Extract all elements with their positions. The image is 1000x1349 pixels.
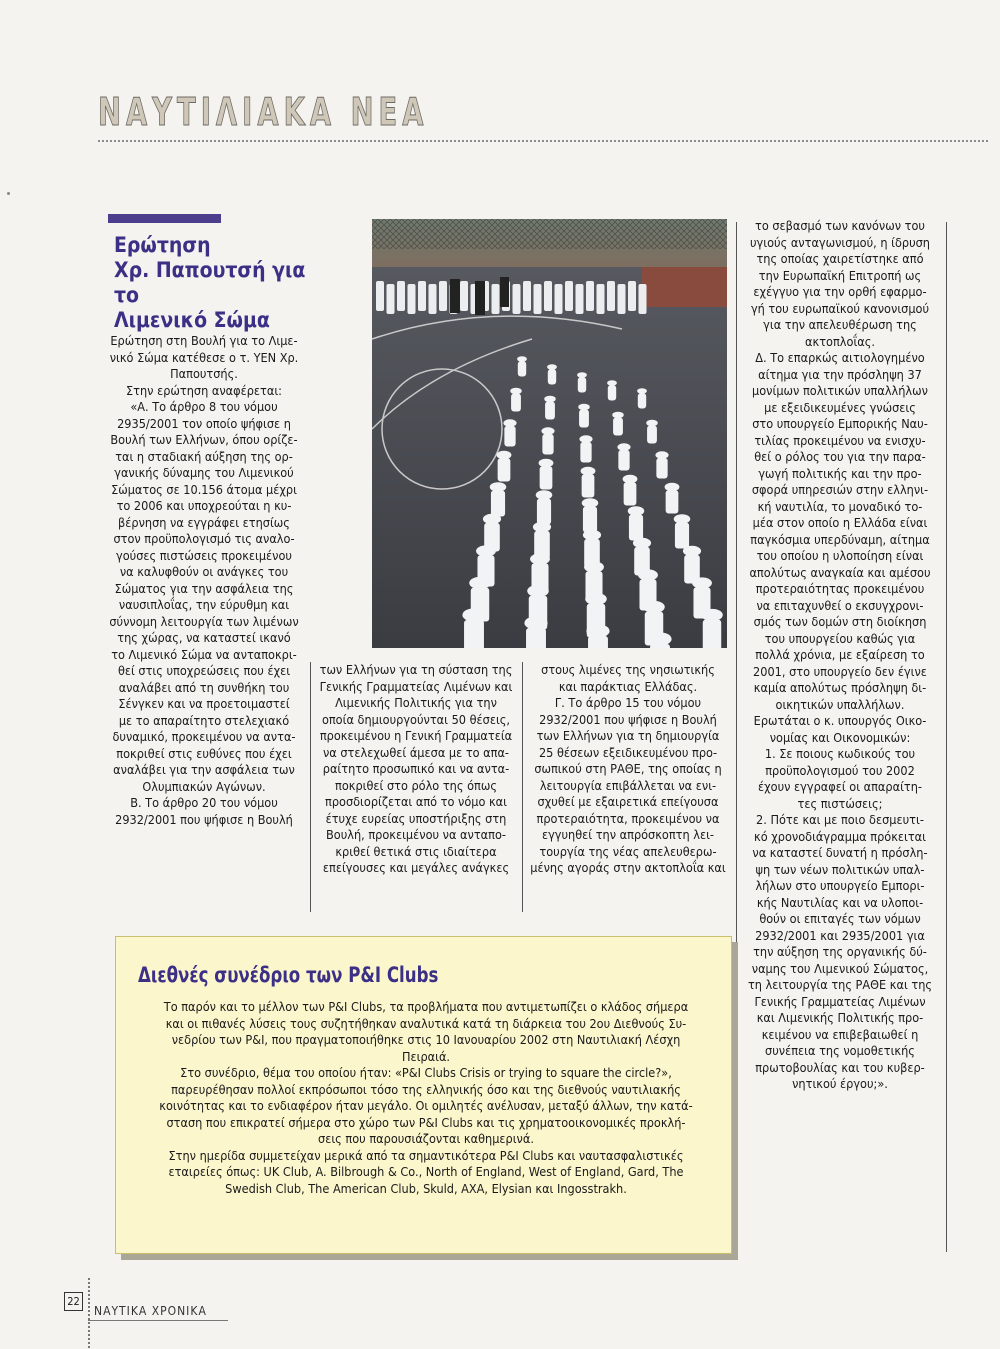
article-text-line: θούν οι επιταγές των νόμων: [759, 911, 921, 926]
article-text-line: στους λιμένες της νησιωτικής: [541, 662, 715, 677]
box-title: Διεθνές συνέδριο των P&I Clubs: [138, 963, 439, 987]
page-number: 22: [64, 1292, 83, 1311]
box-text-line: σταση που επικρατεί σήμερα στο χώρο των P&I Clubs και τις χρηματοοικονομικές προκλή-: [166, 1114, 686, 1130]
officer-figure: [607, 281, 615, 311]
article-text-line: και παράκτιας Ελλάδας.: [558, 678, 698, 694]
article-text-line: δυναμικό, προκειμένου να αντα-: [112, 729, 296, 744]
article-text-line: Βουλή, προκειμένου να ανταπο-: [326, 827, 506, 842]
officer-figure: [544, 281, 552, 311]
article-text-line: ραίτητο προσωπικό και να αντα-: [322, 761, 510, 776]
box-text-line: κοινότητας και το ενδιαφέρον ήταν μεγάλο. Οι ομιλητές ανέλυσαν, μεταξύ άλλων, την κατά-: [159, 1098, 693, 1113]
article-text-line: γή του ευρωπαϊκού κανονισμού: [750, 300, 930, 316]
officer-figure: [462, 608, 485, 648]
article-text-line: 2932/2001 που ψήφισε η Βουλή: [115, 811, 293, 827]
article-text-line: την αύξηση της οργανικής δύ-: [753, 944, 927, 959]
article-text-line: της χώρας, να καταστεί ικανό: [117, 630, 291, 645]
article-text-line: προσδιορίζεται από το νόμο και: [325, 794, 507, 809]
article-text-line: το Λιμενικό Σώμα να ανταποκρι-: [111, 646, 297, 662]
article-text-line: πολλά χρόνια, με εξαίρεση το: [755, 647, 925, 662]
officer-figure: [607, 380, 617, 400]
officer-figure: [397, 281, 405, 311]
article-text-line: μονίμων πολιτικών υπαλλήλων: [752, 383, 928, 398]
officer-figure: [429, 284, 437, 314]
article-text-line: προκειμένου η Γενική Γραμματεία: [319, 728, 513, 743]
article-text-line: 2. Πότε και με ποιο δεσμευτι-: [756, 812, 924, 827]
officer-figure: [628, 281, 636, 311]
article-text-line: 2001, στο υπουργείο δεν έγινε: [753, 663, 927, 679]
officer-figure: [497, 451, 512, 482]
column-divider: [522, 662, 523, 912]
officer-figure: [576, 284, 584, 314]
headline-line: Ερώτηση: [114, 233, 211, 257]
officer-figure: [617, 443, 630, 470]
article-text-line: κή ναυτιλία, το μοναδικό το-: [757, 498, 923, 514]
officer-figure: [439, 281, 447, 311]
article-column-3: [528, 662, 728, 877]
article-text-line: ψη των νέων πολιτικών υπαλ-: [755, 861, 925, 877]
article-text-line: επείγουσες και μεγάλες ανάγκες: [322, 860, 510, 875]
article-text-line: κής Ναυτιλίας και να υλοποι-: [756, 894, 924, 910]
article-text-line: Παπουτσής.: [170, 366, 238, 381]
margin-dot: [7, 192, 10, 195]
column-divider: [310, 662, 311, 912]
box-text-line: σεις που παρουσιάζονται καθημερινά.: [318, 1131, 534, 1146]
officer-figure: [510, 388, 521, 412]
title-dotted-rule: [98, 140, 988, 142]
article-text-line: ται η σταδιακή αύξηση της ορ-: [115, 448, 293, 464]
article-text-line: Ερωτάται ο κ. υπουργός Οικο-: [753, 713, 927, 728]
article-text-line: να επιταχυνθεί ο εκσυγχρονι-: [756, 597, 924, 613]
officer-figure: [665, 483, 680, 514]
column-divider: [736, 222, 737, 1252]
officer-figure: [541, 427, 554, 454]
officer-figure: [701, 609, 723, 648]
officer-figure: [628, 506, 645, 540]
officer-figure: [376, 281, 384, 311]
article-text-line: 2935/2001 τον οποίο ψήφισε η: [117, 415, 291, 431]
article-text-line: των Ελλήνων για τη σύσταση της: [319, 662, 513, 677]
officer-figure: [582, 498, 599, 532]
article-text-line: εγγυηθεί την απρόσκοπτη λει-: [541, 827, 715, 842]
article-text-line: Γ. Το άρθρο 15 του νόμου: [554, 695, 702, 710]
article-text-line: στον προϋπολογισμό τις αναλο-: [113, 531, 295, 546]
officer-figure: [490, 482, 507, 516]
officer-figure: [524, 616, 547, 648]
article-text-line: του υπουργείου καθώς για: [764, 630, 916, 646]
headline-accent-bar: [108, 214, 221, 223]
article-text-line: παγκόσμια υπερδύναμη, αίτημα: [750, 531, 930, 547]
officer-figure: [618, 284, 626, 314]
officer-figure: [637, 388, 647, 408]
article-text-line: 2932/2001 και 2935/2001 για: [755, 927, 925, 943]
officer-figure: [612, 412, 623, 436]
footer-rule: [88, 1320, 228, 1321]
coast-guard-ceremony-photo: [372, 219, 727, 648]
officer-figure: [655, 451, 668, 478]
officer-figure: [577, 372, 587, 392]
article-text-line: αναλάβει από τη συνθήκη του: [118, 679, 290, 695]
column-divider: [946, 222, 947, 1252]
officer-figure: [547, 364, 557, 384]
officer-figure: [539, 459, 554, 490]
article-text-line: 25 θέσεων εξειδικευμένου προ-: [538, 744, 718, 760]
article-text-line: Σένγκεν και να προετοιμαστεί: [118, 696, 290, 711]
article-text-line: ακτοπλοΐας.: [805, 333, 875, 349]
article-text-line: τουργία της νέας απελευθερω-: [539, 843, 717, 859]
article-text-line: στο υπουργείο Εμπορικής Ναυ-: [752, 416, 928, 431]
pi-clubs-sidebar-box: [115, 936, 732, 1254]
officer-figure: [597, 284, 605, 314]
article-text-line: την Ευρωπαϊκή Επιτροπή ως: [758, 267, 922, 283]
officer-figure: [460, 281, 468, 311]
article-text-line: και Λιμενικής Πολιτικής προ-: [756, 1010, 924, 1025]
article-text-line: καμία απολύτως πρόσληψη δι-: [753, 680, 927, 695]
article-text-line: νικό Σώμα κατέθεσε ο τ. ΥΕΝ Χρ.: [109, 349, 299, 365]
article-text-line: Β. Το άρθρο 20 του νόμου: [130, 795, 278, 810]
article-text-line: κειμένου να επιβεβαιωθεί η: [761, 1026, 919, 1042]
officer-figure: [674, 514, 691, 548]
article-text-line: εχέγγυο για την ορθή εφαρμο-: [753, 284, 927, 299]
article-text-line: σμός των δομών στη διοίκηση: [753, 614, 927, 629]
article-text-line: γανικής δύναμης του Λιμενικού: [114, 465, 294, 480]
officer-figure: [581, 467, 596, 498]
officer-figure: [517, 356, 527, 376]
article-text-line: αναλάβει για την ασφάλεια των: [113, 762, 295, 777]
article-text-line: σύννομη λειτουργία των λιμένων: [109, 613, 299, 629]
article-text-line: Σώματος σε 10.156 άτομα μέχρι: [111, 481, 297, 497]
article-text-line: σωπικού στη ΡΑΘΕ, της οποίας η: [534, 761, 722, 776]
article-text-line: σφορά υπηρεσιών στην ελληνι-: [751, 482, 929, 497]
article-text-line: ναυσιπλοΐας, την εύρυθμη και: [118, 597, 290, 612]
article-text-line: 1. Σε ποιους κωδικούς του: [764, 746, 916, 761]
box-text-line: εταιρείες όπως: UK Club, A. Bilbrough & Co., North of England, West of England, Gard, The: [168, 1164, 684, 1179]
article-text-line: Ολυμπιακών Αγώνων.: [142, 778, 266, 794]
officer-figure: [646, 420, 657, 444]
article-text-line: ποκριθεί στο ρόλο της όπως: [335, 777, 497, 793]
article-text-line: προϋπολογισμού του 2002: [765, 762, 915, 778]
officer-figure: [536, 490, 553, 524]
article-text-line: της οποίας χαιρετίστηκε από: [756, 251, 924, 266]
article-text-line: γούσες πιστώσεις προκειμένου: [116, 547, 292, 563]
officer-figure: [387, 284, 395, 314]
article-text-line: των Ελλήνων για τη δημιουργία: [536, 728, 720, 743]
article-text-line: θεί ο ρόλος του για την παρα-: [754, 449, 926, 464]
officer-figure: [408, 284, 416, 314]
article-text-line: οποία δημιουργούνται 50 θέσεις,: [321, 711, 511, 727]
officer-figure: [555, 284, 563, 314]
article-text-line: θεί στις υποχρεώσεις που έχει: [117, 663, 291, 678]
article-column-1: [104, 333, 304, 828]
article-column-2: [316, 662, 516, 877]
officer-figure: [565, 281, 573, 311]
magazine-name: ΝΑΥΤΙΚΑ ΧΡΟΝΙΚΑ: [94, 1304, 207, 1318]
box-text-line: Το παρόν και το μέλλον των P&I Clubs, τα προβλήματα που αντιμετωπίζει ο κλάδος σήμερα: [163, 999, 689, 1014]
box-text-line: Πειραιά.: [401, 1048, 451, 1064]
article-text-line: Δ. Το επαρκώς αιτιολογημένο: [755, 350, 925, 365]
article-text-line: «Α. Το άρθρο 8 του νόμου: [130, 399, 278, 414]
footer-dotted-rule: [88, 1278, 90, 1348]
headline-line: Χρ. Παπουτσή για το: [114, 258, 306, 307]
article-text-line: απολύτως αναγκαία και αμέσου: [749, 564, 931, 580]
article-text-line: να καλυφθούν οι ανάγκες του: [119, 564, 289, 579]
officer-figure: [418, 281, 426, 311]
officer-figure: [648, 632, 671, 648]
officer-figure: [513, 284, 521, 314]
officer-figure: [523, 281, 531, 311]
officer-figure: [623, 475, 638, 506]
article-text-line: Στην ερώτηση αναφέρεται:: [126, 382, 282, 398]
article-text-line: έτυχε ευρείας υποστήριξης στη: [325, 810, 507, 826]
article-text-line: να στελεχωθεί άμεσα με το απα-: [322, 744, 510, 760]
box-text-line: Swedish Club, The American Club, Skuld, AXA, Elysian και Ingosstrakh.: [225, 1180, 627, 1196]
section-title: ΝΑΥΤΙΛΙΑΚΑ ΝΕΑ: [98, 90, 429, 134]
article-text-line: 2932/2001 που ψήφισε η Βουλή: [539, 711, 717, 727]
article-text-line: ποκριθεί στις ευθύνες που έχει: [116, 745, 292, 761]
officer-figure: [578, 404, 589, 428]
headline-line: Λιμενικό Σώμα: [114, 308, 270, 332]
article-text-line: πρωτοβουλίας και του κυβερ-: [755, 1059, 925, 1075]
article-text-line: τη λειτουργία της ΡΑΘΕ και της: [747, 977, 933, 992]
article-text-line: νομίας και Οικονομικών:: [769, 729, 911, 745]
article-text-line: Σώματος για την ασφάλεια της: [114, 580, 294, 596]
officer-figure: [544, 396, 555, 420]
article-text-line: υγιούς ανταγωνισμού, η ίδρυση: [750, 234, 930, 250]
box-text-line: Στην ημερίδα συμμετείχαν μερικά από τα σημαντικότερα P&I Clubs και ναυτασφαλιστικές: [168, 1147, 684, 1163]
article-text-line: Γενικής Γραμματείας Λιμένων: [754, 993, 926, 1009]
officer-figure: [492, 284, 500, 314]
article-text-line: κριθεί θετικά στις ιδιαίτερα: [335, 843, 497, 859]
article-text-line: έχουν εγγραφεί οι απαραίτη-: [757, 779, 922, 794]
article-text-line: τιλίας προκειμένου να ενισχυ-: [754, 432, 926, 448]
article-text-line: αίτημα για την πρόσληψη 37: [758, 366, 922, 382]
article-text-line: του οποίου η υλοποίηση είναι: [756, 548, 924, 563]
box-text-line: νεδρίου των P&I, που πραγματοποιήθηκε στις 10 Ιανουαρίου 2002 στη Ναυτιλιακή Λέσχη: [171, 1032, 681, 1047]
article-text-line: γωγή πολιτικής και την προ-: [758, 465, 922, 481]
article-text-line: λήλων στο υπουργείο Εμπορι-: [755, 878, 925, 893]
article-text-line: βέρνηση να εγγράφει ετησίως: [118, 514, 290, 530]
article-text-line: το σεβασμό των κανόνων του: [755, 218, 925, 233]
article-text-line: ναμης του Λιμενικού Σώματος,: [751, 960, 929, 976]
article-text-line: με το απαραίτητο στελεχιακό: [118, 712, 290, 728]
officer-figure: [579, 435, 592, 462]
article-text-line: λειτουργία επιβάλλεται να ενι-: [539, 777, 717, 793]
article-text-line: Βουλή των Ελλήνων, όπου ορίζε-: [110, 432, 298, 447]
officer-figure: [639, 284, 647, 314]
article-headline: [114, 233, 314, 333]
box-text-line: και οι πιθανές λύσεις τους συζητήθηκαν αναλυτικά κατά τη διάρκεια του 2ου Διεθνούς Συ-: [165, 1015, 687, 1031]
article-text-line: προτεραιότητας προκειμένου: [755, 581, 925, 596]
article-text-line: προτεραιότητα, προκειμένου να: [536, 810, 720, 826]
article-text-line: μένης αγοράς στην ακτοπλοΐα και: [530, 860, 726, 875]
article-text-line: συνέπεια της νομοθετικής: [765, 1043, 915, 1058]
article-text-line: Γενικής Γραμματείας Λιμένων και: [319, 678, 513, 694]
article-text-line: το 2006 και υποχρεούται η κυ-: [116, 498, 292, 513]
article-text-line: τες πιστώσεις;: [797, 795, 883, 811]
article-column-4: [740, 218, 940, 1093]
article-text-line: οικητικών υπαλλήλων.: [775, 696, 905, 712]
article-text-line: νητικού έργου;».: [792, 1076, 888, 1091]
officer-figure: [586, 281, 594, 311]
officer-figure: [503, 419, 516, 446]
article-text-line: να καταστεί δυνατή η πρόσλη-: [752, 845, 928, 860]
article-text-line: Ερώτηση στη Βουλή για το Λιμε-: [110, 333, 298, 348]
article-text-line: Λιμενικής Πολιτικής για την: [335, 695, 497, 710]
box-body: [146, 999, 706, 1197]
article-text-line: για την απελευθέρωση της: [763, 317, 917, 332]
box-text-line: Στο συνέδριο, θέμα του οποίου ήταν: «P&I Clubs Crisis or trying to square the circle?»,: [180, 1065, 672, 1080]
article-text-line: σχυθεί με εξαιρετικά επείγουσα: [537, 794, 719, 809]
article-text-line: με εξειδικευμένες γνώσεις: [764, 399, 916, 415]
article-text-line: μέα στον οποίο η Ελλάδα είναι: [752, 515, 928, 530]
box-text-line: παρευρέθησαν πολλοί εκπρόσωποι τόσο της ελληνικής όσο και της διεθνούς ναυτιλιακής: [171, 1081, 681, 1097]
officer-figure: [534, 284, 542, 314]
article-text-line: κό χρονοδιάγραμμα πρόκειται: [754, 828, 926, 844]
